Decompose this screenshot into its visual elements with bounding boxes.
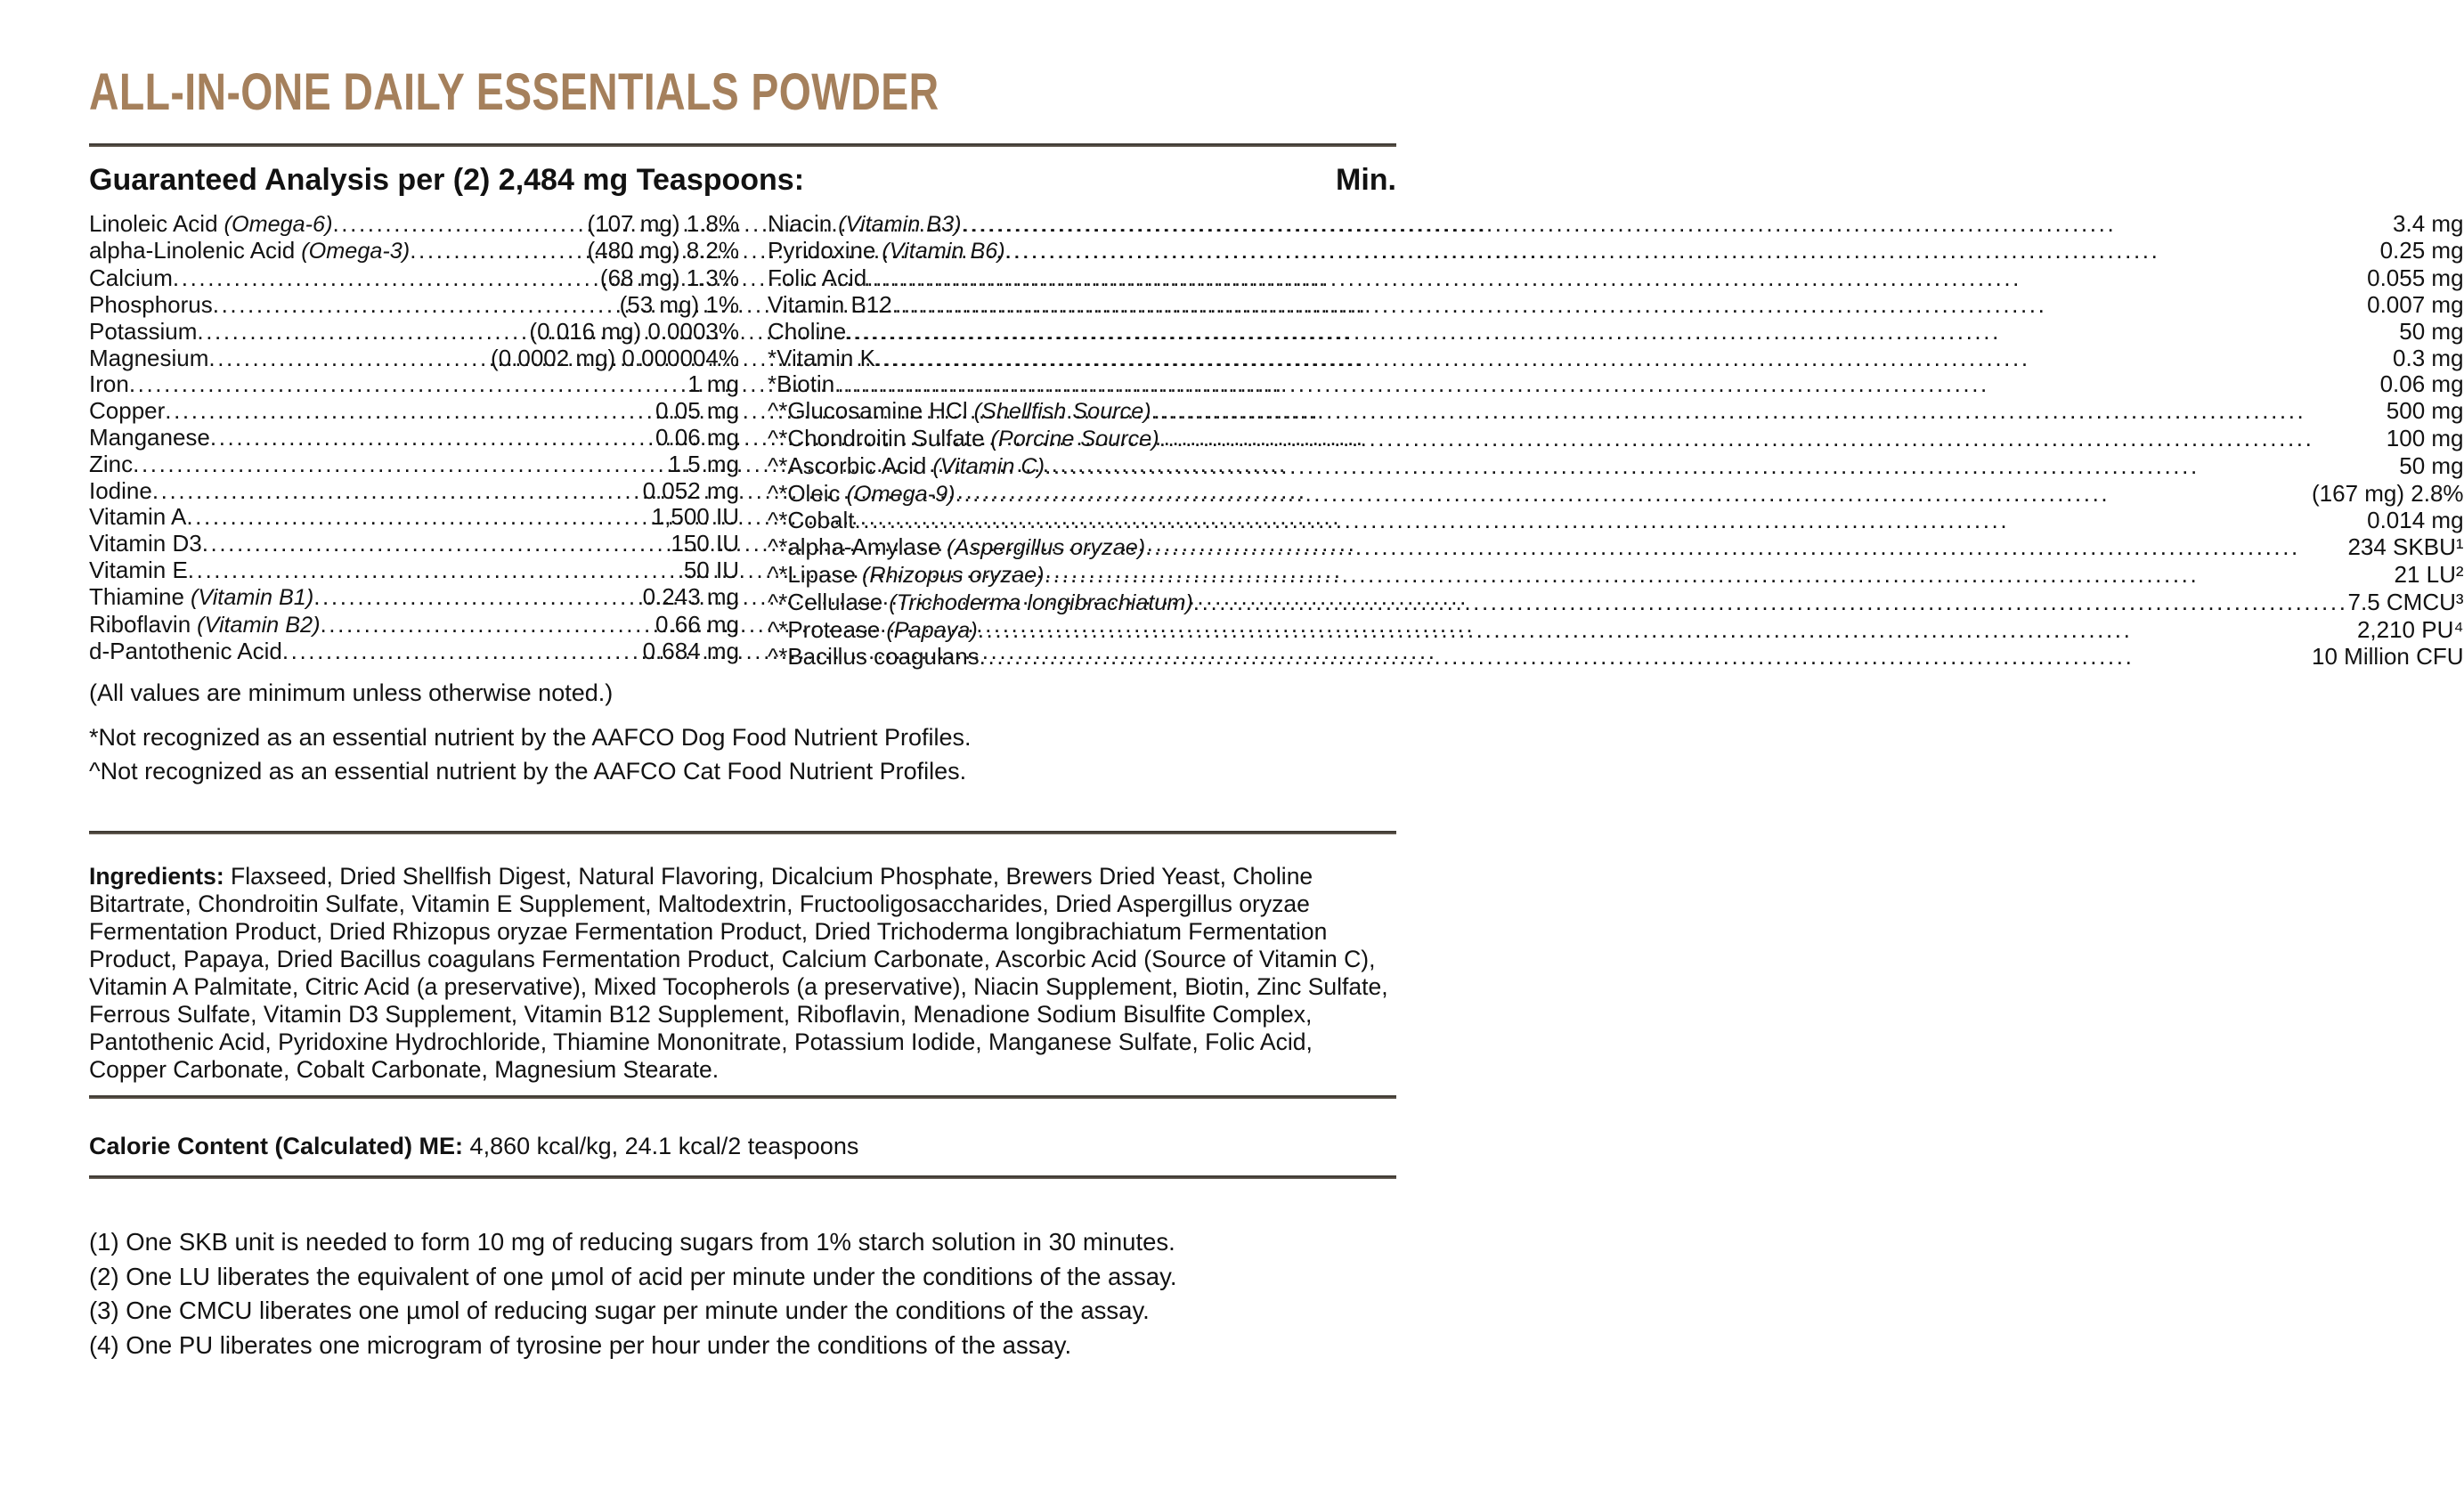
analysis-row [89, 292, 739, 319]
nutrient-name: d-Pantothenic Acid [89, 638, 282, 665]
nutrient-name: Iron [89, 370, 129, 398]
analysis-row [768, 211, 2464, 239]
nutrient-note: (Omega-9) [840, 481, 956, 507]
nutrient-value: 0.66 mg [655, 610, 739, 638]
footnote-pu: (4) One PU liberates one microgram of tyrosine per hour under the conditions of the assay. [89, 1330, 1072, 1359]
analysis-row [768, 453, 2464, 481]
dot-leader [197, 319, 529, 346]
note-minimum-values: (All values are minimum unless otherwise noted.) [89, 679, 614, 707]
nutrient-value: 0.06 mg [655, 424, 739, 451]
analysis-row [89, 211, 739, 239]
nutrient-name: Pyridoxine (Vitamin B6) [768, 237, 1005, 264]
nutrient-value: 0.25 mg [2379, 237, 2464, 264]
nutrient-value: (53 mg) 1% [619, 291, 739, 319]
dot-leader [980, 644, 2312, 671]
nutrient-name: *Vitamin K [768, 344, 875, 371]
product-title-text: ALL-IN-ONE DAILY ESSENTIALS POWDER [89, 63, 939, 121]
nutrient-name: Niacin (Vitamin B3) [768, 209, 962, 237]
nutrient-note: (Omega-3) [295, 239, 411, 264]
analysis-row [89, 238, 739, 265]
nutrient-name: Thiamine (Vitamin B1) [89, 582, 314, 610]
nutrient-name: *Biotin [768, 370, 835, 398]
analysis-row [768, 398, 2464, 426]
nutrient-value: 0.055 mg [2367, 264, 2464, 292]
unit-footnotes [89, 1225, 1396, 1362]
nutrient-value: 1 mg [687, 370, 739, 398]
nutrient-name: Riboflavin (Vitamin B2) [89, 610, 321, 638]
nutrient-value: 50 IU [683, 557, 739, 584]
analysis-row [89, 371, 739, 398]
nutrient-value: 150 IU [671, 530, 739, 557]
nutrient-value: 0.243 mg [642, 582, 739, 610]
nutrient-name: Vitamin E [89, 557, 188, 584]
dot-leader [854, 508, 2367, 534]
nutrient-note: (Papaya) [880, 617, 978, 643]
nutrient-note: (Porcine Source) [984, 427, 1159, 452]
nutrient-name: ^*alpha-Amylase (Aspergillus oryzae) [768, 533, 1146, 561]
analysis-row [768, 346, 2464, 372]
analysis-row [768, 617, 2464, 645]
nutrient-note: (Aspergillus oryzae) [940, 535, 1146, 561]
analysis-row [89, 557, 739, 584]
analysis-row [89, 478, 739, 505]
divider-above-ingredients [89, 831, 1396, 834]
dot-leader [875, 346, 2393, 372]
analysis-row [89, 584, 739, 612]
nutrient-name: Vitamin D3 [89, 530, 202, 557]
dot-leader [129, 371, 687, 398]
nutrient-value: 50 mg [2399, 317, 2464, 345]
nutrient-value: 0.3 mg [2393, 344, 2464, 371]
divider-under-title [89, 143, 1396, 147]
note-aafco-dog: *Not recognized as an essential nutrient by the AAFCO Dog Food Nutrient Profiles. [89, 724, 972, 752]
dot-leader [1005, 238, 2380, 264]
ga-left-column [89, 211, 739, 671]
nutrient-value: 21 LU² [2394, 561, 2464, 589]
nutrient-name: ^*Cellulase (Trichoderma longibrachiatum) [768, 588, 1193, 615]
analysis-row [89, 346, 739, 372]
guaranteed-analysis-header [89, 161, 1396, 199]
nutrient-value: 3.4 mg [2393, 209, 2464, 237]
dot-leader [410, 238, 587, 264]
nutrient-name: Manganese [89, 424, 210, 451]
dot-leader [152, 478, 643, 505]
dot-leader [1045, 453, 2399, 480]
nutrient-value: 234 SKBU¹ [2347, 533, 2464, 561]
dot-leader [892, 292, 2367, 319]
analysis-row [89, 265, 739, 292]
dot-leader [866, 265, 2367, 292]
nutrient-note: (Vitamin B2) [191, 612, 321, 638]
nutrient-name: Iodine [89, 476, 152, 504]
dot-leader [846, 319, 2399, 346]
dot-leader [834, 371, 2379, 398]
nutrient-name: Potassium [89, 317, 198, 345]
nutrient-name: ^*Lipase (Rhizopus oryzae) [768, 561, 1045, 589]
ingredients-paragraph [89, 863, 1396, 1084]
dot-leader [133, 451, 668, 478]
dot-leader [165, 398, 655, 425]
nutrient-note: (Vitamin B3) [832, 211, 962, 237]
analysis-row [89, 638, 739, 665]
nutrient-name: Calcium [89, 264, 173, 292]
analysis-row [89, 612, 739, 639]
analysis-row [89, 504, 739, 531]
nutrient-name: ^*Chondroitin Sulfate (Porcine Source) [768, 425, 1159, 452]
analysis-row [768, 238, 2464, 265]
analysis-row [768, 426, 2464, 453]
analysis-row [89, 531, 739, 557]
dot-leader [1159, 426, 2387, 452]
nutrient-note: (Vitamin B6) [875, 239, 1005, 264]
dot-leader [213, 292, 620, 319]
analysis-row [89, 398, 739, 425]
nutrient-value: 50 mg [2399, 451, 2464, 479]
analysis-row [89, 319, 739, 346]
analysis-row [768, 562, 2464, 589]
footnote-cmcu: (3) One CMCU liberates one µmol of reducing sugar per minute under the conditions of the assay. [89, 1297, 1150, 1325]
nutrient-value: (68 mg) 1.3% [599, 264, 739, 292]
dot-leader [320, 612, 655, 638]
dot-leader [1193, 589, 2348, 616]
nutrient-name: Copper [89, 397, 166, 425]
analysis-row [768, 319, 2464, 346]
nutrient-value: 2,210 PU⁴ [2356, 615, 2464, 643]
ingredients-label: Ingredients: [89, 863, 224, 890]
product-title [89, 63, 1396, 121]
nutrient-name: Folic Acid [768, 264, 867, 292]
ingredients-text: Flaxseed, Dried Shellfish Digest, Natural Flavoring, Dicalcium Phosphate, Brewers Dried Yeast, Choline Bitartrate, Chondroitin Sulfate, Vitamin E Supplement, Maltodextrin, Fructooligosaccharides, Dried Aspergillus oryzae Fermentation Product, Dried Rhizopus oryzae Fermentation Product, Dried Trichoderma longibrachiatum Fermentation Product, Papaya, Dried Bacillus coagulans Fermentation Product, Calcium Carbonate, Ascorbic Acid (Source of Vitamin C), Vitamin A Palmitate, Citric Acid (a preservative), Mixed Tocopherols (a preservative), Niacin Supplement, Biotin, Zinc Sulfate, Ferrous Sulfate, Vitamin D3 Supplement, Vitamin B12 Supplement, Riboflavin, Menadione Sodium Bisulfite Complex, Pantothenic Acid, Pyridoxine Hydrochloride, Thiamine Mononitrate, Potassium Iodide, Manganese Sulfate, Folic Acid, Copper Carbonate, Cobalt Carbonate, Magnesium Stearate. [89, 863, 1388, 1084]
nutrient-value: (167 mg) 2.8% [2312, 479, 2464, 507]
analysis-row [768, 481, 2464, 508]
guaranteed-analysis-table [89, 209, 2464, 671]
dot-leader [186, 504, 651, 531]
dot-leader [978, 617, 2357, 644]
divider-above-footnotes [89, 1175, 1396, 1179]
nutrient-name: ^*Protease (Papaya) [768, 615, 978, 643]
nutrient-value: 1,500 IU [651, 503, 739, 531]
analysis-row [768, 508, 2464, 534]
divider-above-calories [89, 1095, 1396, 1099]
nutrient-name: Magnesium [89, 344, 209, 371]
nutrient-value: 0.05 mg [655, 397, 739, 425]
note-aafco-cat: ^Not recognized as an essential nutrient by the AAFCO Cat Food Nutrient Profiles. [89, 758, 967, 785]
dot-leader [313, 584, 642, 611]
nutrient-name: ^*Bacillus coagulans [768, 643, 980, 671]
nutrient-note: (Vitamin B1) [183, 584, 314, 610]
calorie-content-value: 4,860 kcal/kg, 24.1 kcal/2 teaspoons [469, 1133, 859, 1160]
calorie-content-line [89, 1131, 1396, 1161]
nutrient-note: (Trichoderma longibrachiatum) [882, 589, 1193, 615]
dot-leader [962, 211, 2393, 238]
analysis-row [89, 451, 739, 478]
nutrient-value: 1.5 mg [668, 450, 739, 477]
nutrient-name: ^*Cobalt [768, 507, 855, 534]
dot-leader [173, 265, 600, 292]
footnote-skb: (1) One SKB unit is needed to form 10 mg of reducing sugars from 1% starch solution in 30 minutes. [89, 1228, 1175, 1256]
dot-leader [282, 638, 643, 665]
nutrient-name: alpha-Linolenic Acid (Omega-3) [89, 237, 411, 264]
nutrient-value: 0.684 mg [642, 638, 739, 665]
calorie-content-label: Calorie Content (Calculated) ME: [89, 1133, 464, 1160]
analysis-row [768, 534, 2464, 562]
nutrient-name: Linoleic Acid (Omega-6) [89, 209, 333, 237]
ga-right-column [768, 211, 2464, 671]
nutrient-note: (Omega-6) [217, 211, 333, 237]
nutrient-value: (0.016 mg) 0.0003% [529, 317, 739, 345]
nutrient-value: (107 mg) 1.8% [587, 209, 739, 237]
analysis-row [768, 265, 2464, 292]
nutrient-name: Vitamin B12 [768, 291, 892, 319]
dot-leader [956, 481, 2313, 508]
dot-leader [332, 211, 587, 238]
nutrient-name: ^*Ascorbic Acid (Vitamin C) [768, 451, 1045, 479]
analysis-row [768, 589, 2464, 617]
nutrient-value: (0.0002 mg) 0.000004% [491, 344, 739, 371]
guaranteed-analysis-heading: Guaranteed Analysis per (2) 2,484 mg Teaspoons: [89, 163, 805, 198]
nutrient-value: 500 mg [2386, 397, 2464, 425]
nutrient-name: Phosphorus [89, 291, 213, 319]
analysis-row [768, 292, 2464, 319]
nutrient-value: 0.052 mg [642, 476, 739, 504]
nutrient-note: (Rhizopus oryzae) [855, 563, 1045, 589]
dot-leader [188, 557, 684, 584]
nutrient-value: 100 mg [2386, 425, 2464, 452]
analysis-row [768, 644, 2464, 671]
nutrient-value: 7.5 CMCU³ [2347, 588, 2464, 615]
nutrient-name: ^*Oleic (Omega-9) [768, 479, 956, 507]
nutrient-value: (480 mg) 8.2% [587, 237, 739, 264]
dot-leader [1045, 562, 2395, 589]
dot-leader [1145, 534, 2347, 561]
nutrient-value: 0.014 mg [2367, 507, 2464, 534]
nutrient-name: ^*Glucosamine HCl (Shellfish Source) [768, 397, 1151, 425]
dot-leader [1151, 398, 2387, 425]
analysis-notes [89, 676, 1396, 788]
nutrient-value: 0.007 mg [2367, 291, 2464, 319]
dot-leader [208, 346, 491, 372]
analysis-row [768, 371, 2464, 398]
min-column-header: Min. [1336, 163, 1396, 198]
nutrient-name: Zinc [89, 450, 134, 477]
analysis-row [89, 425, 739, 451]
nutrient-note: (Vitamin C) [926, 453, 1045, 479]
footnote-lu: (2) One LU liberates the equivalent of one µmol of acid per minute under the conditions of the assay. [89, 1262, 1177, 1290]
nutrient-note: (Shellfish Source) [967, 399, 1151, 425]
nutrient-value: 0.06 mg [2379, 370, 2464, 398]
nutrient-name: Choline [768, 317, 847, 345]
dot-leader [202, 531, 671, 557]
nutrient-name: Vitamin A [89, 503, 187, 531]
dot-leader [210, 425, 655, 451]
nutrient-value: 10 Million CFU [2312, 643, 2464, 671]
